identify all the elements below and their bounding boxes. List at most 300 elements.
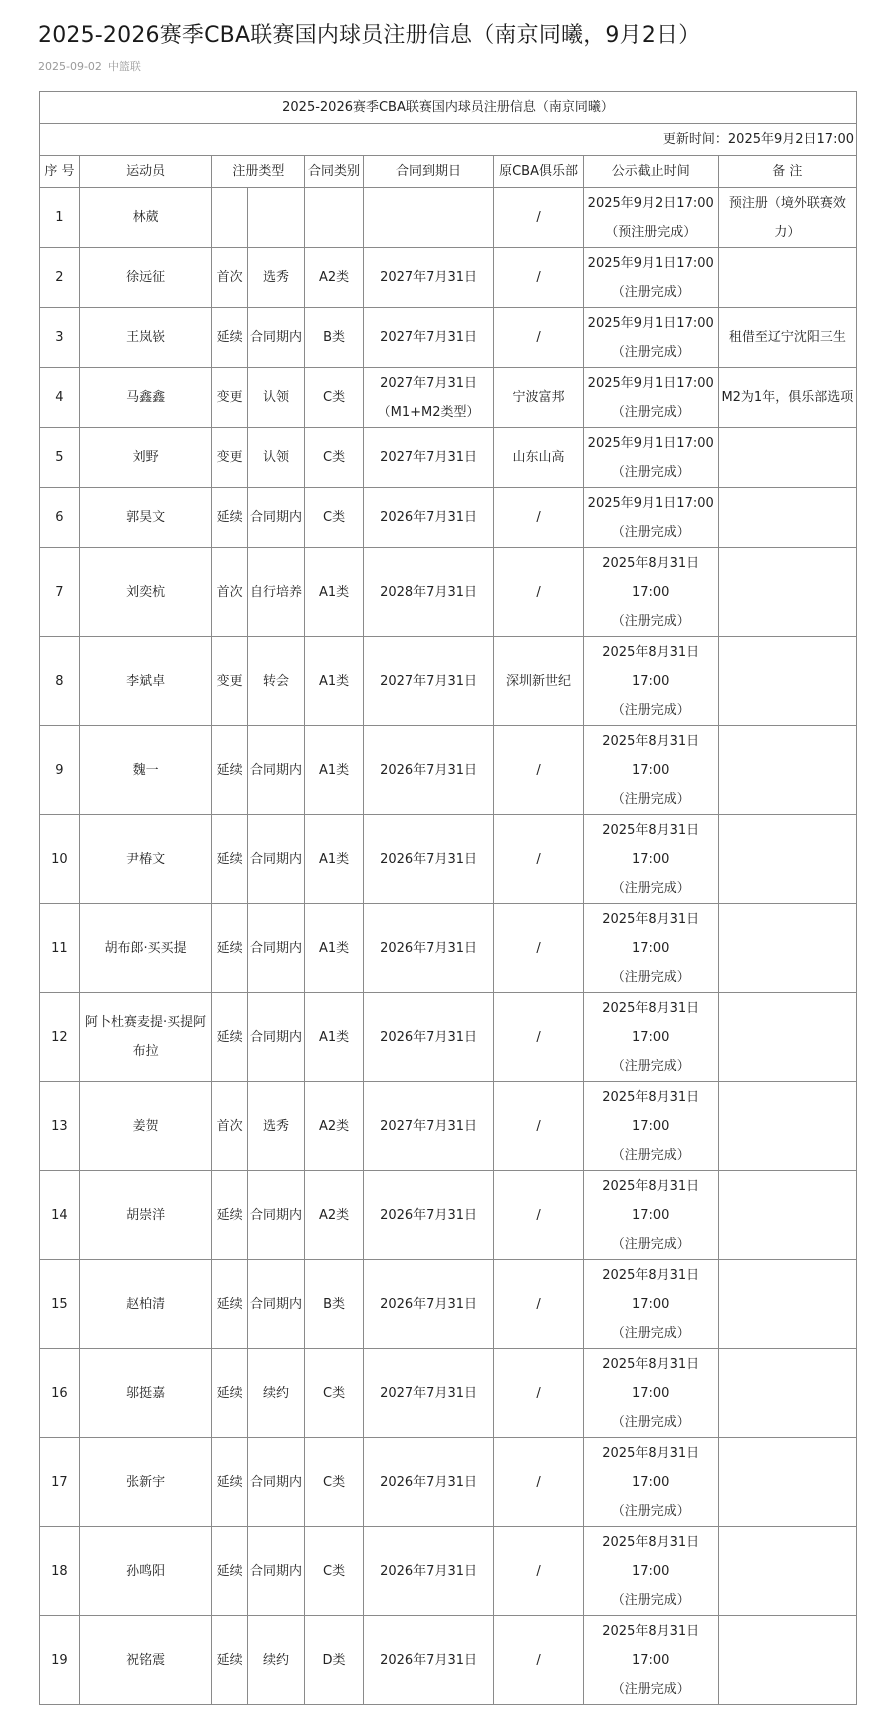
- player-name: [79, 1171, 212, 1260]
- player-name: [79, 993, 212, 1082]
- former-club-text: /: [536, 270, 541, 285]
- former-club-text: /: [536, 1385, 541, 1401]
- registration-type: [212, 1260, 247, 1349]
- contract-type: [305, 1171, 364, 1260]
- former-club-text: /: [536, 584, 541, 600]
- registration-subtype: [247, 726, 304, 815]
- publicity-deadline-text: 2025年8月31日: [602, 1178, 700, 1194]
- registration-type-text: 变更: [216, 673, 243, 689]
- registration-subtype-text: 自行培养: [250, 584, 303, 600]
- player-name: [79, 815, 212, 904]
- player-name-text: 姜贺: [132, 1118, 159, 1134]
- registration-type-text: 延续: [216, 940, 243, 956]
- publicity-deadline: [583, 248, 718, 308]
- row-number: [40, 548, 80, 637]
- player-name: [79, 1349, 212, 1438]
- note: [718, 188, 856, 248]
- player-name: [79, 368, 212, 428]
- player-name-text: 张新宇: [126, 1474, 166, 1490]
- registration-subtype: [247, 428, 304, 488]
- registration-type: [212, 188, 247, 248]
- player-name: [79, 1438, 212, 1527]
- publicity-deadline: [583, 637, 718, 726]
- contract-type-text: C类: [323, 390, 346, 405]
- table-row: [40, 815, 857, 904]
- contract-type: [305, 1260, 364, 1349]
- publicity-deadline-text: （注册完成）: [611, 404, 690, 420]
- contract-type: [305, 248, 364, 308]
- publicity-deadline-text: 2025年8月31日: [602, 1000, 700, 1016]
- contract-expiry: [363, 308, 493, 368]
- former-club-text: 山东山高: [512, 450, 565, 465]
- row-number: [40, 726, 80, 815]
- publicity-deadline-text: 17:00: [631, 762, 670, 778]
- registration-subtype-text: 合同期内: [250, 1474, 303, 1490]
- publicity-deadline: [583, 726, 718, 815]
- registration-type-text: 变更: [216, 450, 243, 465]
- former-club-text: 宁波富邦: [512, 390, 565, 405]
- contract-type: [305, 1349, 364, 1438]
- player-name-text: 刘奕杭: [126, 584, 166, 600]
- article-meta: [38, 58, 147, 74]
- publicity-deadline-text: （注册完成）: [611, 1592, 690, 1608]
- header-note: 备 注: [718, 156, 856, 188]
- row-number-text: 7: [55, 584, 64, 600]
- publicity-deadline: [583, 368, 718, 428]
- publicity-deadline-text: 2025年8月31日: [602, 1356, 700, 1372]
- contract-expiry: [363, 188, 493, 248]
- row-number-text: 11: [51, 940, 68, 956]
- registration-type: [212, 248, 247, 308]
- publicity-deadline-text: （注册完成）: [611, 284, 690, 300]
- registration-subtype: [247, 637, 304, 726]
- table-caption: 2025-2026赛季CBA联赛国内球员注册信息（南京同曦）: [40, 92, 857, 124]
- contract-type-text: D类: [322, 1652, 346, 1668]
- player-name-text: 马鑫鑫: [126, 390, 166, 405]
- player-name-text: 尹椿文: [126, 851, 166, 867]
- registration-subtype: [247, 1349, 304, 1438]
- header-player: 运动员: [79, 156, 212, 188]
- publicity-deadline-text: 17:00: [631, 1029, 670, 1045]
- contract-expiry: [363, 1260, 493, 1349]
- contract-expiry: [363, 368, 493, 428]
- contract-expiry-text: 2026年7月31日: [380, 1207, 477, 1223]
- note: [718, 904, 856, 993]
- player-name-text: 阿卜杜赛麦提·买提阿布拉: [85, 1015, 207, 1059]
- note: [718, 1349, 856, 1438]
- former-club-text: 深圳新世纪: [506, 673, 572, 689]
- registration-subtype: [247, 1527, 304, 1616]
- row-number: [40, 368, 80, 428]
- registration-type-text: 延续: [216, 762, 243, 778]
- registration-type: [212, 815, 247, 904]
- player-name: [79, 488, 212, 548]
- table-row: [40, 637, 857, 726]
- publicity-deadline-text: （注册完成）: [611, 1503, 690, 1519]
- row-number: [40, 1438, 80, 1527]
- contract-expiry: [363, 488, 493, 548]
- publicity-deadline: [583, 548, 718, 637]
- contract-expiry: [363, 1438, 493, 1527]
- contract-type: [305, 188, 364, 248]
- publicity-deadline-text: 17:00: [631, 1296, 670, 1312]
- contract-type-text: C类: [323, 1474, 346, 1490]
- registration-type-text: 变更: [216, 390, 243, 405]
- row-number: [40, 993, 80, 1082]
- former-club: [494, 1349, 584, 1438]
- registration-type-text: 延续: [216, 510, 243, 525]
- contract-type: [305, 726, 364, 815]
- publicity-deadline-text: （注册完成）: [611, 969, 690, 985]
- player-name: [79, 188, 212, 248]
- publicity-deadline-text: 2025年8月31日: [602, 1267, 700, 1283]
- table-row: [40, 1349, 857, 1438]
- row-number-text: 9: [55, 762, 64, 778]
- publicity-deadline-text: 2025年8月31日: [602, 733, 700, 749]
- contract-expiry: [363, 1527, 493, 1616]
- table-row: [40, 1438, 857, 1527]
- player-name-text: 胡崇洋: [126, 1207, 166, 1223]
- publicity-deadline-text: 17:00: [631, 1385, 670, 1401]
- note: [718, 637, 856, 726]
- registration-type-text: 首次: [216, 270, 243, 285]
- contract-expiry-text: 2026年7月31日: [380, 1474, 477, 1490]
- player-name: [79, 548, 212, 637]
- contract-type: [305, 1438, 364, 1527]
- former-club-text: /: [536, 1474, 541, 1490]
- table-row: [40, 188, 857, 248]
- contract-expiry: [363, 815, 493, 904]
- player-name: [79, 1527, 212, 1616]
- publicity-deadline-text: （注册完成）: [611, 1681, 690, 1697]
- player-name-text: 刘野: [132, 450, 159, 465]
- registration-subtype: [247, 248, 304, 308]
- player-name-text: 李斌卓: [126, 673, 166, 689]
- note: [718, 1171, 856, 1260]
- row-number-text: 1: [55, 210, 64, 225]
- contract-type: [305, 1527, 364, 1616]
- former-club-text: /: [536, 940, 541, 956]
- publicity-deadline: [583, 904, 718, 993]
- contract-type-text: A1类: [318, 1029, 350, 1045]
- contract-expiry: [363, 637, 493, 726]
- registration-subtype-text: 合同期内: [250, 1207, 303, 1223]
- registration-type: [212, 726, 247, 815]
- row-number: [40, 1349, 80, 1438]
- contract-type-text: C类: [323, 1563, 346, 1579]
- contract-type-text: A1类: [318, 673, 350, 689]
- note: [718, 548, 856, 637]
- note: [718, 308, 856, 368]
- row-number-text: 17: [51, 1474, 68, 1490]
- registration-subtype: [247, 1171, 304, 1260]
- table-caption-row: [40, 92, 857, 124]
- former-club: [494, 308, 584, 368]
- registration-type-text: 延续: [216, 1296, 243, 1312]
- player-name-text: 徐远征: [126, 270, 166, 285]
- note: [718, 488, 856, 548]
- publicity-deadline-text: （注册完成）: [611, 702, 690, 718]
- publicity-deadline: [583, 815, 718, 904]
- publicity-deadline: [583, 1171, 718, 1260]
- registration-subtype: [247, 1438, 304, 1527]
- publicity-deadline-text: 17:00: [631, 1207, 670, 1223]
- player-name-text: 邬挺嘉: [126, 1385, 166, 1401]
- table-row: [40, 993, 857, 1082]
- registration-type-text: 延续: [216, 1385, 243, 1401]
- row-number-text: 6: [55, 510, 64, 525]
- publicity-deadline: [583, 1527, 718, 1616]
- row-number: [40, 637, 80, 726]
- note: [718, 1438, 856, 1527]
- contract-expiry: [363, 904, 493, 993]
- contract-type-text: A2类: [318, 1207, 350, 1223]
- publicity-deadline: [583, 1438, 718, 1527]
- registration-type: [212, 1616, 247, 1705]
- table-row: [40, 1171, 857, 1260]
- row-number: [40, 188, 80, 248]
- contract-type: [305, 904, 364, 993]
- former-club: [494, 1082, 584, 1171]
- player-name: [79, 726, 212, 815]
- publicity-deadline-text: 2025年8月31日: [602, 1623, 700, 1639]
- publicity-deadline-text: 2025年8月31日: [602, 1089, 700, 1105]
- player-name-text: 胡布郎·买买提: [104, 940, 187, 956]
- row-number-text: 12: [51, 1029, 68, 1045]
- publicity-deadline-text: 2025年9月2日17:00: [587, 195, 714, 211]
- publicity-deadline-text: 2025年8月31日: [602, 822, 700, 838]
- row-number: [40, 815, 80, 904]
- article-title: 2025-2026赛季CBA联赛国内球员注册信息（南京同曦，9月2日）: [38, 23, 701, 48]
- registration-subtype-text: 续约: [263, 1385, 290, 1401]
- publicity-deadline-text: 17:00: [631, 851, 670, 867]
- row-number-text: 3: [55, 330, 64, 345]
- contract-expiry: [363, 1082, 493, 1171]
- publicity-deadline-text: 2025年9月1日17:00: [587, 255, 714, 271]
- registration-type: [212, 637, 247, 726]
- player-name-text: 赵柏清: [126, 1296, 166, 1312]
- registration-type: [212, 1438, 247, 1527]
- contract-type-text: A2类: [318, 270, 350, 285]
- player-name: [79, 308, 212, 368]
- registration-type: [212, 904, 247, 993]
- publicity-deadline-text: 17:00: [631, 584, 670, 600]
- former-club: [494, 1438, 584, 1527]
- player-name: [79, 1082, 212, 1171]
- publicity-deadline-text: 2025年8月31日: [602, 1534, 700, 1550]
- table-row: [40, 488, 857, 548]
- registration-type: [212, 993, 247, 1082]
- note: [718, 993, 856, 1082]
- update-time: 更新时间：2025年9月2日17:00: [40, 124, 857, 156]
- publicity-deadline-text: （预注册完成）: [605, 224, 697, 240]
- contract-type: [305, 308, 364, 368]
- contract-expiry: [363, 993, 493, 1082]
- publicity-deadline-text: 17:00: [631, 1563, 670, 1579]
- registration-subtype-text: 合同期内: [250, 1296, 303, 1312]
- registration-subtype-text: 合同期内: [250, 1563, 303, 1579]
- registration-subtype-text: 合同期内: [250, 940, 303, 956]
- registration-subtype: [247, 308, 304, 368]
- table-row: [40, 1082, 857, 1171]
- contract-expiry-text: 2026年7月31日: [380, 1652, 477, 1668]
- registration-type: [212, 1527, 247, 1616]
- former-club: [494, 904, 584, 993]
- contract-type-text: A1类: [318, 762, 350, 778]
- note: [718, 1616, 856, 1705]
- contract-expiry-text: 2027年7月31日: [380, 450, 477, 465]
- former-club: [494, 368, 584, 428]
- publicity-deadline-text: 2025年9月1日17:00: [587, 495, 714, 511]
- contract-type: [305, 993, 364, 1082]
- former-club: [494, 248, 584, 308]
- publicity-deadline-text: 17:00: [631, 1652, 670, 1668]
- player-name-text: 孙鸣阳: [126, 1563, 166, 1579]
- former-club: [494, 488, 584, 548]
- contract-expiry: [363, 548, 493, 637]
- contract-type-text: C类: [323, 450, 346, 465]
- registration-subtype-text: 合同期内: [250, 1029, 303, 1045]
- publicity-deadline-text: （注册完成）: [611, 1058, 690, 1074]
- registration-subtype: [247, 1082, 304, 1171]
- header-expiry: 合同到期日: [363, 156, 493, 188]
- former-club-text: /: [536, 330, 541, 345]
- contract-expiry-text: 2028年7月31日: [380, 584, 477, 600]
- registration-type-text: 延续: [216, 1029, 243, 1045]
- registration-subtype-text: 合同期内: [250, 330, 303, 345]
- contract-type-text: A1类: [318, 851, 350, 867]
- former-club-text: /: [536, 1563, 541, 1579]
- note-text: M2为1年，俱乐部选项: [721, 390, 854, 405]
- note: [718, 428, 856, 488]
- note: [718, 1082, 856, 1171]
- former-club-text: /: [536, 510, 541, 525]
- former-club-text: /: [536, 851, 541, 867]
- registration-type-text: 延续: [216, 851, 243, 867]
- row-number: [40, 1082, 80, 1171]
- registration-subtype-text: 转会: [263, 673, 290, 689]
- row-number: [40, 428, 80, 488]
- contract-expiry-text: 2026年7月31日: [380, 851, 477, 867]
- player-name: [79, 1616, 212, 1705]
- publicity-deadline-text: 17:00: [631, 940, 670, 956]
- row-number-text: 14: [51, 1207, 68, 1223]
- table-row: [40, 1527, 857, 1616]
- registration-type: [212, 1082, 247, 1171]
- table-update-row: [40, 124, 857, 156]
- player-name-text: 林葳: [132, 210, 159, 225]
- note: [718, 368, 856, 428]
- contract-type-text: A2类: [318, 1118, 350, 1134]
- former-club: [494, 1527, 584, 1616]
- former-club: [494, 993, 584, 1082]
- publicity-deadline-text: （注册完成）: [611, 613, 690, 629]
- contract-expiry-text: 2027年7月31日: [380, 375, 477, 391]
- contract-type: [305, 1082, 364, 1171]
- row-number: [40, 1527, 80, 1616]
- player-name-text: 王岚嵚: [126, 330, 166, 345]
- article-date: 2025-09-02: [38, 60, 102, 73]
- header-no: 序 号: [40, 156, 80, 188]
- row-number-text: 2: [55, 270, 64, 285]
- publicity-deadline: [583, 1616, 718, 1705]
- contract-type-text: C类: [323, 510, 346, 525]
- publicity-deadline-text: （注册完成）: [611, 464, 690, 480]
- former-club: [494, 1616, 584, 1705]
- registration-subtype-text: 选秀: [263, 1118, 290, 1134]
- contract-expiry-text: 2027年7月31日: [380, 673, 477, 689]
- publicity-deadline: [583, 993, 718, 1082]
- note-text: 租借至辽宁沈阳三生: [728, 330, 846, 345]
- registration-type: [212, 428, 247, 488]
- former-club-text: /: [536, 1296, 541, 1312]
- publicity-deadline-text: （注册完成）: [611, 791, 690, 807]
- row-number: [40, 488, 80, 548]
- publicity-deadline: [583, 428, 718, 488]
- player-name: [79, 637, 212, 726]
- registration-type-text: 延续: [216, 1652, 243, 1668]
- publicity-deadline-text: 2025年8月31日: [602, 555, 700, 571]
- row-number: [40, 308, 80, 368]
- player-name: [79, 904, 212, 993]
- registration-table: [39, 91, 857, 1705]
- player-name-text: 郭昊文: [126, 510, 166, 525]
- contract-expiry: [363, 1171, 493, 1260]
- row-number-text: 5: [55, 450, 64, 465]
- contract-expiry: [363, 1616, 493, 1705]
- row-number: [40, 248, 80, 308]
- registration-subtype: [247, 815, 304, 904]
- publicity-deadline-text: 17:00: [631, 1118, 670, 1134]
- contract-type: [305, 488, 364, 548]
- row-number-text: 16: [51, 1385, 68, 1401]
- former-club-text: /: [536, 1118, 541, 1134]
- table-header-row: [40, 156, 857, 188]
- row-number-text: 4: [55, 390, 64, 405]
- registration-type: [212, 368, 247, 428]
- table-row: [40, 726, 857, 815]
- contract-expiry: [363, 1349, 493, 1438]
- contract-type: [305, 368, 364, 428]
- former-club-text: /: [536, 210, 541, 225]
- registration-subtype-text: 认领: [263, 450, 290, 465]
- table-row: [40, 428, 857, 488]
- contract-type-text: B类: [323, 1296, 345, 1312]
- registration-subtype-text: 选秀: [263, 270, 290, 285]
- registration-type-text: 延续: [216, 1563, 243, 1579]
- contract-expiry-text: 2026年7月31日: [380, 762, 477, 778]
- row-number: [40, 1171, 80, 1260]
- publicity-deadline: [583, 488, 718, 548]
- registration-type: [212, 488, 247, 548]
- registration-subtype: [247, 548, 304, 637]
- former-club: [494, 637, 584, 726]
- publicity-deadline-text: （注册完成）: [611, 880, 690, 896]
- contract-expiry-text: （M1+M2类型）: [377, 404, 480, 420]
- contract-expiry: [363, 248, 493, 308]
- note: [718, 248, 856, 308]
- publicity-deadline-text: （注册完成）: [611, 524, 690, 540]
- contract-expiry-text: 2027年7月31日: [380, 1385, 477, 1401]
- player-name-text: 魏一: [132, 762, 159, 778]
- table-row: [40, 1616, 857, 1705]
- registration-subtype: [247, 904, 304, 993]
- contract-type: [305, 548, 364, 637]
- publicity-deadline-text: 17:00: [631, 1474, 670, 1490]
- former-club-text: /: [536, 1029, 541, 1045]
- registration-subtype: [247, 488, 304, 548]
- registration-subtype: [247, 1260, 304, 1349]
